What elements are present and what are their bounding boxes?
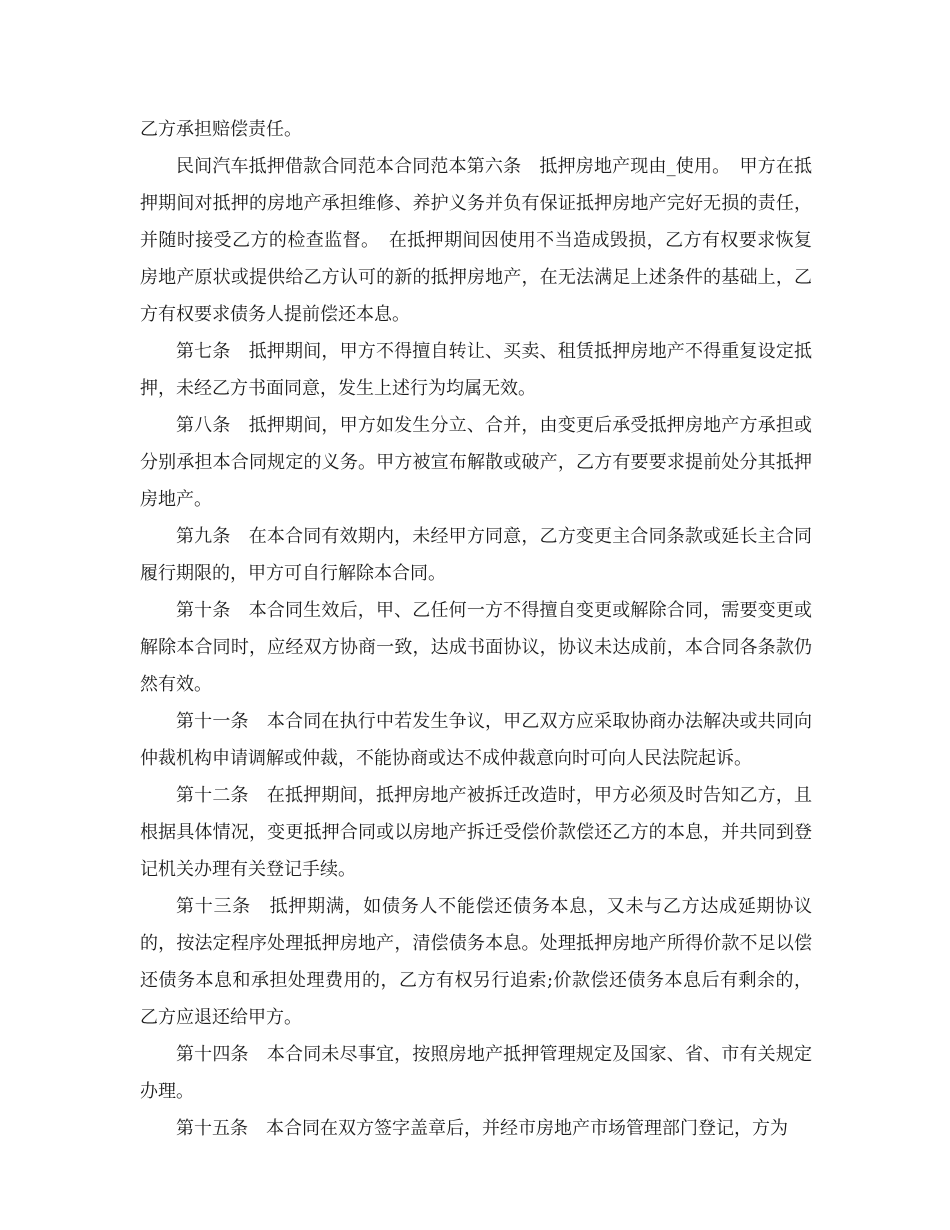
- paragraph-article-11: 第十一条 本合同在执行中若发生争议，甲乙双方应采取协商办法解决或共同向仲裁机构申请调解或仲裁，不能协商或达不成仲裁意向时可向人民法院起诉。: [140, 711, 812, 769]
- paragraph-article-6: 民间汽车抵押借款合同范本合同范本第六条 抵押房地产现由_使用。 甲方在抵押期间对抵押的房地产承担维修、养护义务并负有保证抵押房地产完好无损的责任，并随时接受乙方的检查监督。 在抵押期间因使用不当造成毁损，乙方有权要求恢复房地产原状或提供给乙方认可的新的抵押房地产，在无法满足上述条件的基础上，乙方有权要求债务人提前偿还本息。: [140, 156, 812, 325]
- paragraph-article-12: 第十二条 在抵押期间，抵押房地产被拆迁改造时，甲方必须及时告知乙方，且根据具体情况，变更抵押合同或以房地产拆迁受偿价款偿还乙方的本息，并共同到登记机关办理有关登记手续。: [140, 785, 812, 880]
- paragraph-article-14: 第十四条 本合同未尽事宜，按照房地产抵押管理规定及国家、省、市有关规定办理。: [140, 1044, 812, 1102]
- paragraph-article-7: 第七条 抵押期间，甲方不得擅自转让、买卖、租赁抵押房地产不得重复设定抵押，未经乙方书面同意，发生上述行为均属无效。: [140, 341, 812, 399]
- paragraph-article-13: 第十三条 抵押期满，如债务人不能偿还债务本息，又未与乙方达成延期协议的，按法定程序处理抵押房地产，清偿债务本息。处理抵押房地产所得价款不足以偿还债务本息和承担处理费用的，乙方有权另行追索;价款偿还债务本息后有剩余的，乙方应退还给甲方。: [140, 896, 812, 1028]
- paragraph-article-15: 第十五条 本合同在双方签字盖章后，并经市房地产市场管理部门登记，方为: [176, 1118, 788, 1139]
- paragraph-continuation: 乙方承担赔偿责任。: [140, 119, 302, 140]
- paragraph-article-8: 第八条 抵押期间，甲方如发生分立、合并，由变更后承受抵押房地产方承担或分别承担本合同规定的义务。甲方被宣布解散或破产，乙方有要要求提前处分其抵押房地产。: [140, 415, 812, 510]
- paragraph-article-9: 第九条 在本合同有效期内，未经甲方同意，乙方变更主合同条款或延长主合同履行期限的，甲方可自行解除本合同。: [140, 526, 812, 584]
- document-body: [140, 111, 812, 1147]
- paragraph-article-10: 第十条 本合同生效后，甲、乙任何一方不得擅自变更或解除合同，需要变更或解除本合同时，应经双方协商一致，达成书面协议，协议未达成前，本合同各条款仍然有效。: [140, 600, 812, 695]
